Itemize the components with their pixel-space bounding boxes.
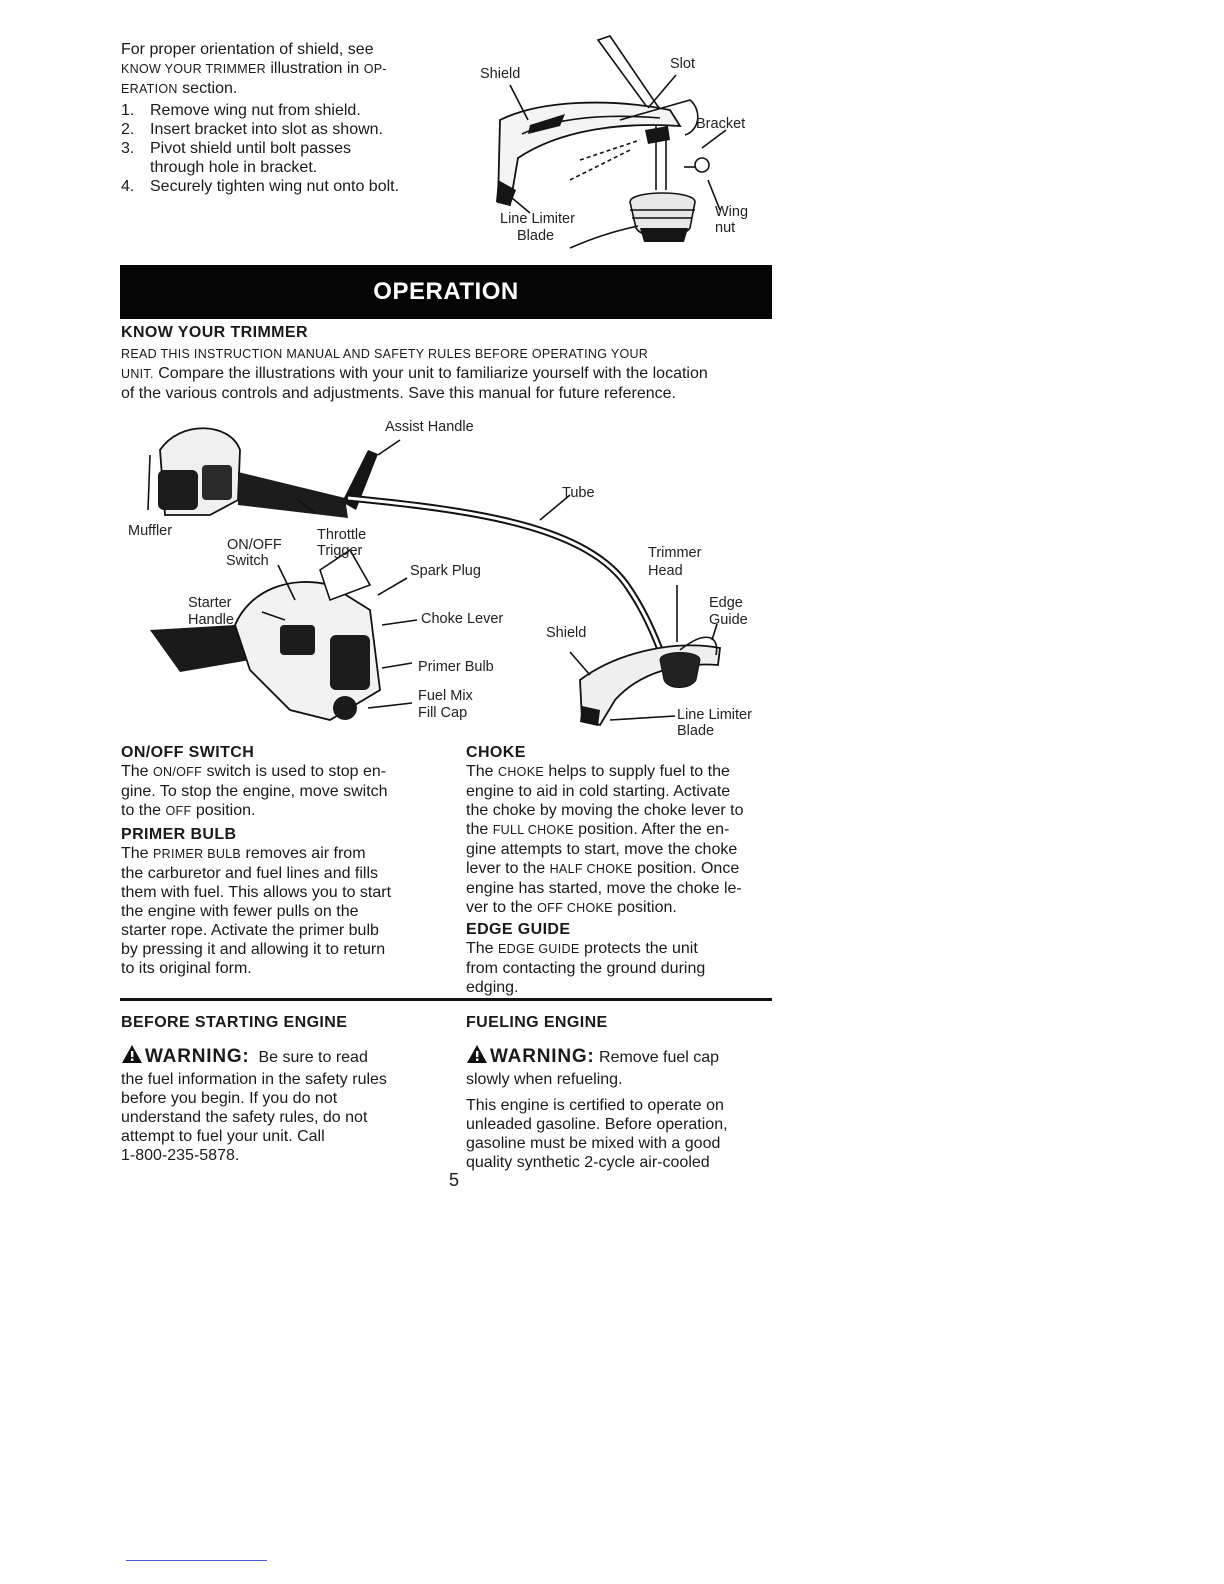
- warning-icon: [466, 1044, 488, 1070]
- before-line: understand the safety rules, do not: [121, 1109, 368, 1126]
- onoff-paragraph: [121, 762, 441, 821]
- left-column: [121, 743, 441, 978]
- text-run: lever to the: [466, 860, 550, 877]
- primer-line: the carburetor and fuel lines and fills: [121, 865, 379, 882]
- fig2-label-shield: Shield: [546, 625, 587, 641]
- before-line: the fuel information in the safety rules: [121, 1071, 387, 1088]
- fig2-label-handle: Handle: [188, 612, 234, 628]
- choke-line-6: [466, 859, 786, 879]
- intro-block: [121, 40, 441, 196]
- fig2-label-blade: Blade: [677, 723, 715, 739]
- intro-line-3-rest: section.: [177, 80, 238, 97]
- know-line-2-rest: Compare the illustrations with your unit to familiarize yourself with the location: [153, 365, 708, 382]
- step-text: Insert bracket into slot as shown.: [150, 121, 383, 138]
- before-warning-text: Be sure to read: [258, 1049, 368, 1066]
- before-heading: BEFORE STARTING ENGINE: [121, 1014, 348, 1031]
- text-run: position. After the en-: [573, 821, 730, 838]
- intro-line-3: [121, 79, 441, 99]
- primer-line: by pressing it and allowing it to return: [121, 941, 386, 958]
- intro-sc-know: KNOW YOUR TRIMMER: [121, 62, 266, 76]
- text-run: The: [466, 763, 499, 780]
- fig2-label-head: Head: [648, 563, 683, 579]
- know-line-2: [121, 364, 781, 384]
- fueling-paragraph: [466, 1096, 786, 1172]
- text-run: position. Once: [632, 860, 740, 877]
- intro-sc-op: OP-: [363, 62, 387, 76]
- fueling-line: gasoline must be mixed with a good: [466, 1135, 721, 1152]
- section-banner: OPERATION: [120, 265, 772, 319]
- fig2-label-tube: Tube: [562, 485, 595, 501]
- step-text: Remove wing nut from shield.: [150, 102, 361, 119]
- text-run: the: [466, 821, 493, 838]
- intro-steps: [121, 101, 441, 196]
- text-run: The: [121, 845, 154, 862]
- edge-line-3: edging.: [466, 979, 519, 996]
- half-choke-sc: HALF CHOKE: [549, 862, 633, 876]
- onoff-sc: ON/OFF: [153, 765, 203, 779]
- fueling-section: [466, 1014, 786, 1172]
- choke-line-5: gine attempts to start, move the choke: [466, 841, 738, 858]
- fig2-label-throttle: Throttle: [317, 527, 367, 543]
- warning-icon: [121, 1044, 143, 1070]
- choke-paragraph: [466, 762, 786, 918]
- text-run: protects the unit: [579, 940, 698, 957]
- step-text: Securely tighten wing nut onto bolt.: [150, 178, 400, 195]
- edge-heading: EDGE GUIDE: [466, 921, 571, 938]
- edge-line-1: [466, 939, 786, 959]
- onoff-heading: ON/OFF SWITCH: [121, 744, 255, 761]
- step-number: 3.: [121, 140, 135, 157]
- text-run: to the: [121, 802, 166, 819]
- step-number: 4.: [121, 178, 135, 195]
- fig2-label-starter: Starter: [188, 595, 232, 611]
- know-sc-unit: UNIT.: [121, 367, 154, 381]
- fig2-label-guide: Guide: [709, 612, 748, 628]
- fig1-label-nut: nut: [715, 220, 736, 236]
- step-item: [121, 139, 390, 177]
- fueling-warning-line-2: slowly when refueling.: [466, 1071, 623, 1088]
- before-warning-line: [121, 1044, 441, 1070]
- text-run: ver to the: [466, 899, 538, 916]
- edge-paragraph: [466, 939, 786, 997]
- fig2-label-line-limiter: Line Limiter: [677, 707, 752, 723]
- fig1-label-shield: Shield: [480, 66, 521, 82]
- intro-line-2: [121, 59, 441, 79]
- text-run: The: [466, 940, 499, 957]
- step-number: 1.: [121, 102, 135, 119]
- primer-line-1: [121, 844, 441, 864]
- off-sc: OFF: [165, 804, 192, 818]
- primer-line: starter rope. Activate the primer bulb: [121, 922, 379, 939]
- fueling-line: quality synthetic 2-cycle air-cooled: [466, 1154, 710, 1171]
- step-item: [121, 101, 441, 120]
- know-paragraph: [121, 345, 781, 403]
- step-text: Pivot shield until bolt passes through hole in bracket.: [150, 140, 351, 176]
- fueling-heading: FUELING ENGINE: [466, 1014, 608, 1031]
- primer-paragraph: [121, 844, 441, 978]
- edge-line-2: from contacting the ground during: [466, 960, 706, 977]
- before-starting-section: [121, 1014, 441, 1165]
- warning-label: WARNING:: [490, 1046, 595, 1067]
- fig2-label-primer-bulb: Primer Bulb: [418, 659, 494, 675]
- before-paragraph: [121, 1070, 441, 1165]
- know-line-1: READ THIS INSTRUCTION MANUAL AND SAFETY RULES BEFORE OPERATING YOUR: [121, 347, 649, 361]
- full-choke-sc: FULL CHOKE: [492, 823, 574, 837]
- primer-sc: PRIMER BULB: [153, 847, 242, 861]
- primer-line: them with fuel. This allows you to start: [121, 884, 392, 901]
- fig1-label-slot: Slot: [670, 56, 695, 72]
- right-column: [466, 743, 786, 997]
- text-run: position.: [191, 802, 256, 819]
- fig2-label-fuel-mix: Fuel Mix: [418, 688, 473, 704]
- text-run: The: [121, 763, 154, 780]
- text-run: switch is used to stop en-: [202, 763, 387, 780]
- know-heading: KNOW YOUR TRIMMER: [121, 324, 308, 341]
- text-run: removes air from: [241, 845, 366, 862]
- fueling-line: unleaded gasoline. Before operation,: [466, 1116, 728, 1133]
- edge-guide-sc: EDGE GUIDE: [498, 942, 580, 956]
- choke-line-8: [466, 898, 786, 918]
- page-number: 5: [449, 1170, 460, 1190]
- onoff-line-2: gine. To stop the engine, move switch: [121, 783, 388, 800]
- warning-label: WARNING:: [145, 1046, 250, 1067]
- shield-assembly-figure: [470, 30, 770, 255]
- step-number: 2.: [121, 121, 135, 138]
- fig1-label-line-limiter: Line Limiter: [500, 211, 575, 227]
- onoff-line-1: [121, 762, 441, 782]
- primer-line: the engine with fewer pulls on the: [121, 903, 359, 920]
- section-divider: [120, 998, 772, 1001]
- fueling-line: This engine is certified to operate on: [466, 1097, 724, 1114]
- fig2-label-choke-lever: Choke Lever: [421, 611, 504, 627]
- fig1-label-blade: Blade: [517, 228, 555, 244]
- intro-line-2-rest: illustration in: [265, 60, 364, 77]
- off-choke-sc: OFF CHOKE: [537, 901, 613, 915]
- primer-line: to its original form.: [121, 960, 252, 977]
- fueling-warning-text: Remove fuel cap: [599, 1049, 720, 1066]
- fig1-label-bracket: Bracket: [696, 116, 746, 132]
- choke-line-7: engine has started, move the choke le-: [466, 880, 742, 897]
- know-line-3: of the various controls and adjustments. Save this manual for future reference.: [121, 385, 676, 402]
- fueling-warning-line: [466, 1044, 786, 1070]
- fig2-label-assist-handle: Assist Handle: [385, 419, 474, 435]
- fig2-label-fill-cap: Fill Cap: [418, 705, 468, 721]
- before-line: attempt to fuel your unit. Call: [121, 1128, 325, 1145]
- intro-line-1: For proper orientation of shield, see: [121, 41, 374, 58]
- choke-line-4: [466, 820, 786, 840]
- primer-heading: PRIMER BULB: [121, 826, 237, 843]
- trimmer-overview-figure: [120, 410, 780, 745]
- step-item: [121, 120, 441, 139]
- fig2-label-edge: Edge: [709, 595, 743, 611]
- fig1-label-wing: Wing: [715, 204, 749, 220]
- choke-sc: CHOKE: [498, 765, 544, 779]
- choke-line-1: [466, 762, 786, 782]
- before-line: before you begin. If you do not: [121, 1090, 338, 1107]
- intro-sc-eration: ERATION: [121, 82, 178, 96]
- fig2-label-muffler: Muffler: [128, 523, 173, 539]
- step-item: [121, 177, 441, 196]
- before-line: 1-800-235-5878.: [121, 1147, 240, 1164]
- choke-heading: CHOKE: [466, 744, 526, 761]
- text-run: helps to supply fuel to the: [543, 763, 730, 780]
- fig2-label-switch: Switch: [226, 553, 269, 569]
- fig2-label-trigger: Trigger: [317, 543, 363, 559]
- fig2-label-spark-plug: Spark Plug: [410, 563, 481, 579]
- footer-divider: [126, 1560, 267, 1561]
- choke-line-3: the choke by moving the choke lever to: [466, 802, 744, 819]
- onoff-line-3: [121, 801, 441, 821]
- fig2-label-onoff: ON/OFF: [227, 537, 282, 553]
- fig2-label-trimmer: Trimmer: [648, 545, 702, 561]
- text-run: position.: [612, 899, 677, 916]
- choke-line-2: engine to aid in cold starting. Activate: [466, 783, 731, 800]
